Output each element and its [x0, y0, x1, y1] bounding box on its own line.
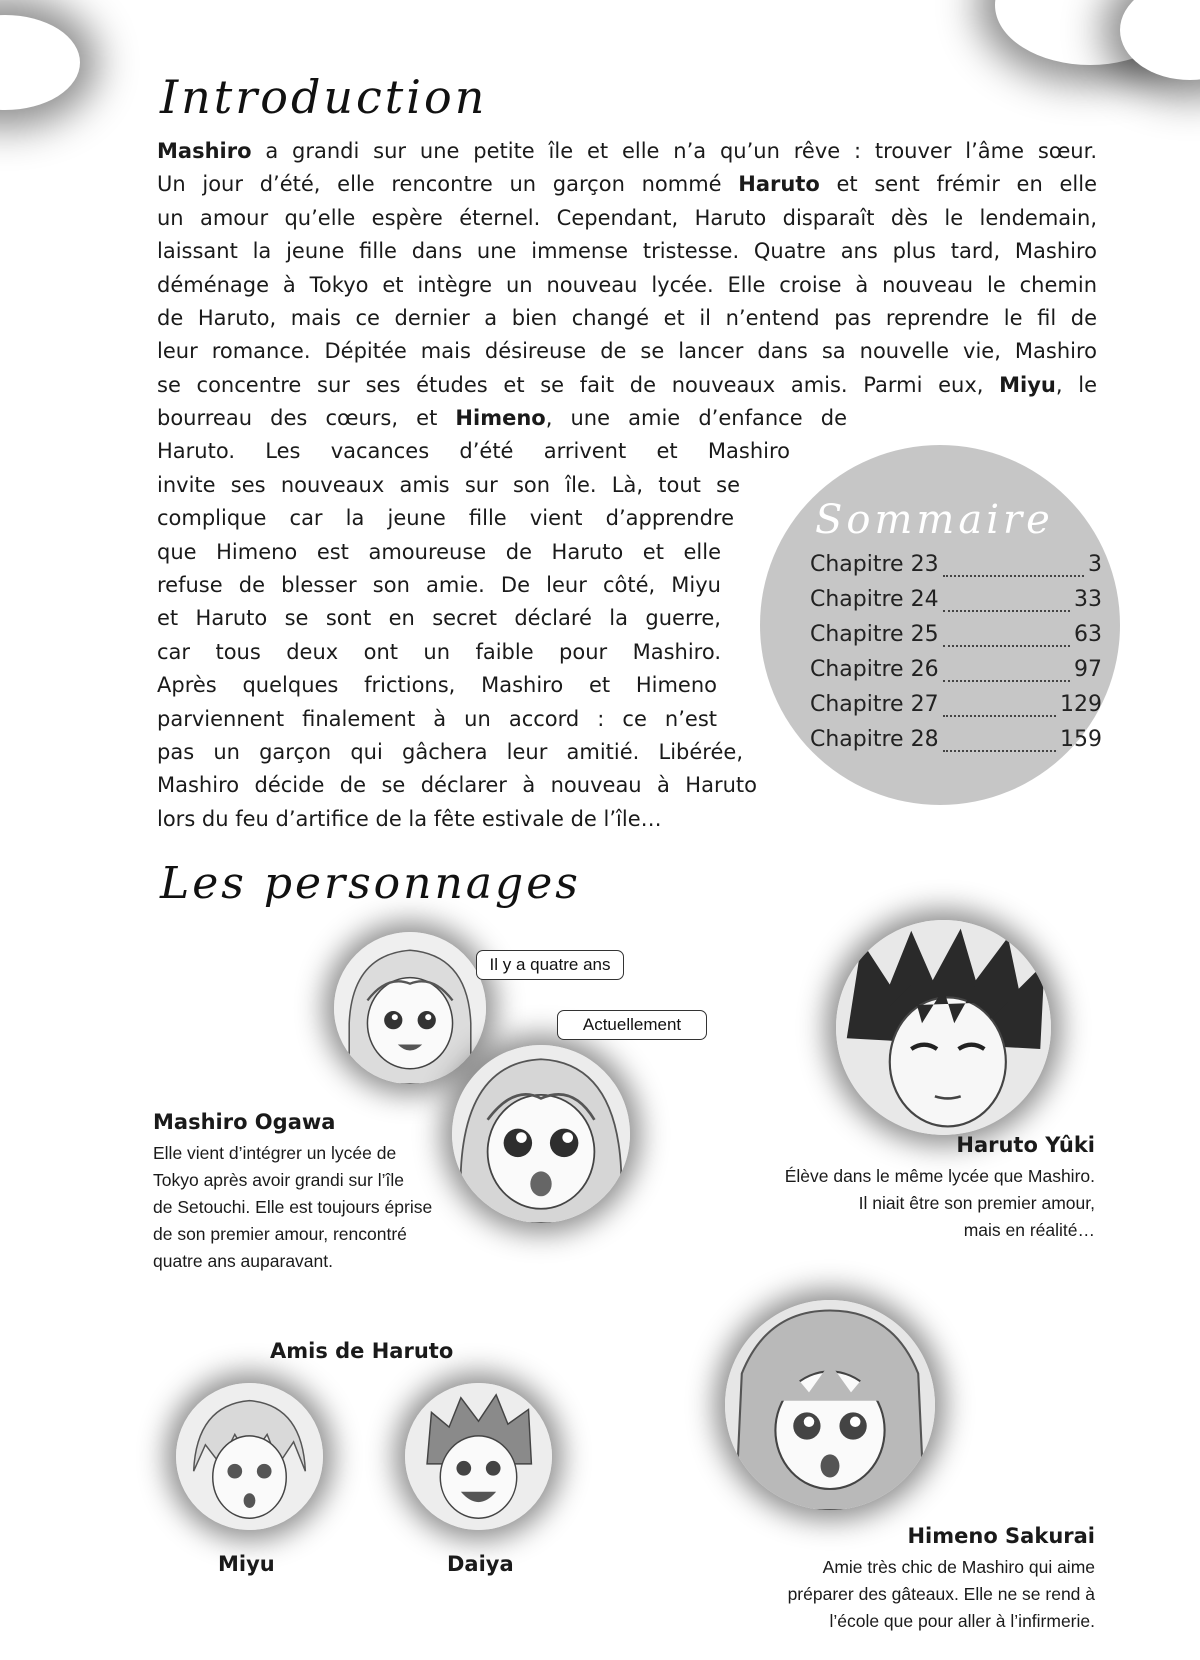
- intro-line: pas un garçon qui gâchera leur amitié. Libérée,: [157, 740, 743, 765]
- character-name-miyu: Miyu: [218, 1552, 275, 1576]
- portrait-mashiro-past: [334, 932, 486, 1084]
- chapter-label: Chapitre 28: [810, 727, 939, 752]
- time-tag-past: Il y a quatre ans: [476, 950, 624, 980]
- chapter-label: Chapitre 23: [810, 552, 939, 577]
- intro-line: bourreau des cœurs, et Himeno, une amie d’enfance de: [157, 406, 847, 430]
- portrait-daiya: [405, 1383, 552, 1530]
- boy-face-illustration: [176, 1383, 323, 1530]
- summary-title: Sommaire: [815, 497, 1054, 543]
- chapter-row: [810, 587, 1102, 622]
- chapter-row: [810, 692, 1102, 727]
- chapter-label: Chapitre 27: [810, 692, 939, 717]
- desc-line: Amie très chic de Mashiro qui aime: [822, 1557, 1095, 1577]
- chapter-row: [810, 552, 1102, 587]
- desc-line: préparer des gâteaux. Elle ne se rend à: [787, 1584, 1095, 1604]
- leader-dots: [943, 750, 1056, 752]
- intro-line: Mashiro décide de se déclarer à nouveau à Haruto: [157, 773, 757, 798]
- leader-dots: [943, 645, 1070, 647]
- intro-line: leur romance. Dépitée mais désireuse de se lancer dans sa nouvelle vie, Mashiro: [157, 339, 1097, 364]
- leader-dots: [943, 680, 1070, 682]
- intro-line: invite ses nouveaux amis sur son île. Là, tout se: [157, 472, 740, 497]
- boy-face-illustration: [405, 1383, 552, 1530]
- desc-line: Elle vient d’intégrer un lycée de: [153, 1143, 397, 1163]
- decorative-cloud-top-right-2: [1120, 0, 1200, 80]
- intro-heading: Introduction: [160, 70, 488, 124]
- intro-line: se concentre sur ses études et se fait de nouveaux amis. Parmi eux, Miyu, le: [157, 372, 1098, 397]
- chapter-row: [810, 727, 1102, 762]
- character-desc-mashiro: [153, 1140, 453, 1275]
- character-desc-himeno: [760, 1554, 1095, 1635]
- girl-face-illustration: [334, 932, 486, 1084]
- intro-line: Après quelques frictions, Mashiro et Himeno: [157, 673, 717, 698]
- desc-line: Il niait être son premier amour,: [858, 1193, 1095, 1213]
- chapter-row: [810, 622, 1102, 657]
- portrait-haruto: [836, 920, 1051, 1135]
- intro-line: refuse de blesser son amie. De leur côté, Miyu: [157, 573, 721, 598]
- intro-line: laissant la jeune fille dans une immense tristesse. Quatre ans plus tard, Mashiro: [157, 239, 1097, 264]
- characters-heading: Les personnages: [160, 858, 581, 909]
- desc-line: de Setouchi. Elle est toujours éprise: [153, 1197, 433, 1217]
- chapter-page: 33: [1074, 587, 1102, 612]
- chapter-page: 63: [1074, 622, 1102, 647]
- intro-line: Un jour d’été, elle rencontre un garçon nommé Haruto et sent frémir en elle: [157, 172, 1097, 197]
- intro-line: complique car la jeune fille vient d’apprendre: [157, 506, 734, 531]
- intro-line: car tous deux ont un faible pour Mashiro.: [157, 639, 721, 664]
- intro-line: Mashiro a grandi sur une petite île et elle n’a qu’un rêve : trouver l’âme sœur.: [157, 139, 1097, 163]
- friends-group-label: Amis de Haruto: [270, 1339, 454, 1363]
- intro-line: déménage à Tokyo et intègre un nouveau lycée. Elle croise à nouveau le chemin: [157, 272, 1097, 297]
- intro-line: que Himeno est amoureuse de Haruto et elle: [157, 539, 721, 564]
- chapter-page: 129: [1060, 692, 1102, 717]
- summary-list: [810, 552, 1102, 762]
- chapter-page: 3: [1088, 552, 1102, 577]
- girl-face-illustration: [725, 1300, 935, 1510]
- chapter-page: 159: [1060, 727, 1102, 752]
- intro-line: de Haruto, mais ce dernier a bien changé et il n’entend pas reprendre le fil de: [157, 306, 1097, 331]
- chapter-page: 97: [1074, 657, 1102, 682]
- character-name-mashiro: Mashiro Ogawa: [153, 1110, 336, 1134]
- time-tag-now: Actuellement: [557, 1010, 707, 1040]
- leader-dots: [943, 575, 1084, 577]
- character-name-himeno: Himeno Sakurai: [907, 1524, 1095, 1548]
- chapter-label: Chapitre 25: [810, 622, 939, 647]
- intro-line: et Haruto se sont en secret déclaré la guerre,: [157, 606, 721, 631]
- intro-paragraph-full-width: [157, 135, 1097, 402]
- boy-face-illustration: [836, 920, 1051, 1135]
- intro-line: Haruto. Les vacances d’été arrivent et Mashiro: [157, 439, 790, 464]
- desc-line: mais en réalité…: [963, 1220, 1095, 1240]
- portrait-mashiro-now: [452, 1045, 630, 1223]
- portrait-miyu: [176, 1383, 323, 1530]
- desc-line: de son premier amour, rencontré: [153, 1224, 407, 1244]
- character-name-daiya: Daiya: [447, 1552, 514, 1576]
- chapter-label: Chapitre 24: [810, 587, 939, 612]
- character-name-haruto: Haruto Yûki: [956, 1133, 1095, 1157]
- intro-line: un amour qu’elle espère éternel. Cependant, Haruto disparaît dès le lendemain,: [157, 205, 1097, 230]
- desc-line: l’école que pour aller à l’infirmerie.: [829, 1611, 1095, 1631]
- character-desc-haruto: [755, 1163, 1095, 1244]
- intro-paragraph-narrow: [157, 402, 857, 836]
- leader-dots: [943, 715, 1056, 717]
- girl-face-illustration: [452, 1045, 630, 1223]
- chapter-row: [810, 657, 1102, 692]
- portrait-himeno: [725, 1300, 935, 1510]
- intro-line: parviennent finalement à un accord : ce n’est: [157, 706, 717, 731]
- leader-dots: [943, 610, 1070, 612]
- decorative-cloud-left: [0, 15, 80, 110]
- intro-line: lors du feu d’artifice de la fête estivale de l’île…: [157, 806, 662, 831]
- chapter-label: Chapitre 26: [810, 657, 939, 682]
- desc-line: quatre ans auparavant.: [153, 1251, 333, 1271]
- desc-line: Élève dans le même lycée que Mashiro.: [784, 1166, 1095, 1186]
- desc-line: Tokyo après avoir grandi sur l’île: [153, 1170, 404, 1190]
